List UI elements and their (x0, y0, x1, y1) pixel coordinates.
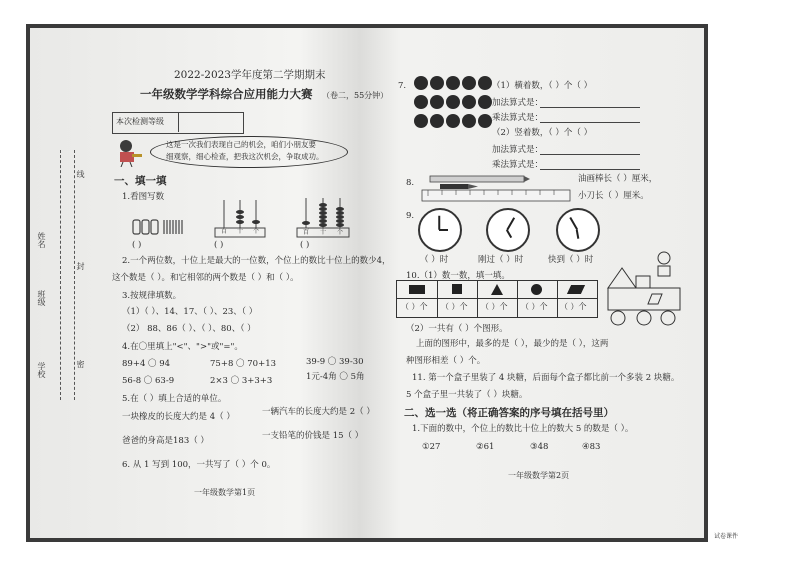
q5-row1-b: 一辆汽车的长度大约是 2（ ） (262, 407, 375, 417)
q3-text: 3.按规律填数。 (122, 291, 182, 301)
apple-icon (430, 114, 444, 128)
q9-label-3: 快到（ ）时 (548, 255, 594, 265)
apple-icon (478, 76, 492, 90)
q7-addition-1: 加法算式是： (492, 98, 544, 108)
apple-icon (446, 76, 460, 90)
q2-line-2: 这个数是（ ）。和它相邻的两个数是（ ）和（ ）。 (112, 273, 299, 283)
section2-q1-option-3[interactable]: ③48 (530, 442, 549, 452)
cartoon-girl-icon (114, 137, 144, 167)
apple-icon (414, 76, 428, 90)
exam-time-note: （卷二，55分钟） (322, 91, 389, 100)
clock-3-icon (556, 208, 600, 252)
shape-train-icon (606, 250, 684, 330)
section2-q1-option-4[interactable]: ④83 (582, 442, 601, 452)
q5-row2-b: 一支铅笔的价钱是 15（ ） (262, 431, 364, 441)
left-page-footer: 一年级数学第1页 (194, 488, 256, 497)
apple-grid (414, 76, 494, 134)
exam-year-title: 2022-2023学年度第二学期期末 (174, 69, 326, 81)
q7-part-1: （1）横着数，（ ）个（ ） (492, 81, 593, 91)
q2-line-1: 2.一个两位数，十位上是最大的一位数，个位上的数比十位上的数少4， (122, 256, 391, 266)
grade-box-label: 本次检测等级 (116, 117, 164, 126)
exam-main-title: 一年级数学学科综合应用能力大赛 (140, 87, 313, 101)
ruler-crayon-knife-icon (420, 174, 572, 204)
q10-count-5[interactable]: （ ）个 (560, 302, 587, 311)
q11-line-2: 5 个盒子里一共装了（ ）块糖。 (406, 390, 528, 400)
dense-line-label: 密 (76, 360, 85, 368)
section2-q1: 1.下面的数中，个位上的数比十位上的数大 5 的数是（ ）。 (412, 424, 634, 434)
section2-q1-option-2[interactable]: ②61 (476, 442, 495, 452)
counting-sticks-icon (132, 218, 188, 236)
apple-icon (414, 114, 428, 128)
name-label: 姓名 (37, 232, 46, 248)
apple-icon (446, 95, 460, 109)
q7-part-2: （2）竖着数，（ ）个（ ） (492, 128, 593, 138)
apple-icon (478, 95, 492, 109)
q5-row1-a: 一块橡皮的长度大约是 4（ ） (122, 412, 235, 422)
binding-line-1 (60, 150, 61, 400)
q8-knife-length: 小刀长（ ）厘米。 (578, 191, 649, 201)
q9-label-1: （ ）时 (420, 255, 449, 265)
q1-text: 1.看图写数 (122, 192, 165, 202)
q4-row2-b: 2×3 〇 3+3+3 (210, 376, 273, 386)
clock-2-icon (486, 208, 530, 252)
section2-title: 二、选一选（将正确答案的序号填在括号里） (404, 407, 614, 419)
section2-q1-option-1[interactable]: ①27 (422, 442, 441, 452)
grade-box-divider (178, 112, 179, 132)
q3-part-2: （2） 88、86（ ）、（ ）、80、（ ） (122, 324, 256, 334)
q1-answer-1[interactable]: ( ) (132, 240, 142, 250)
rectangle-icon (409, 285, 425, 294)
q6-text: 6. 从 1 写到 100，一共写了（ ）个 0。 (122, 460, 276, 470)
shape-count-table (396, 280, 598, 318)
seal-line-label: 封 (76, 262, 85, 270)
right-page-footer: 一年级数学第2页 (508, 471, 570, 480)
parallelogram-icon (567, 285, 585, 294)
clock-1-icon (418, 208, 462, 252)
school-label: 学校 (37, 362, 46, 378)
q7-multiplication-2: 乘法算式是： (492, 160, 544, 170)
abacus-2-hundreds: 百 (303, 229, 310, 236)
watermark-text: 试卷课件 (713, 533, 738, 540)
q1-answer-3[interactable]: ( ) (300, 240, 310, 250)
abacus-1-hundreds: 百 (221, 228, 228, 235)
q5-text: 5.在（ ）填上合适的单位。 (122, 394, 227, 404)
abacus-1-tens: 十 (237, 228, 244, 235)
q9-label-2: 刚过（ ）时 (478, 255, 524, 265)
q4-row2-c: 1元-4角 〇 5角 (306, 372, 365, 382)
q10-part-2: （2）一共有（ ）个图形。 (406, 324, 508, 334)
section1-title: 一、填一填 (114, 175, 167, 187)
q4-row1-b: 75+8 〇 70+13 (210, 359, 277, 369)
q7-addition-2-line[interactable] (540, 154, 640, 155)
q7-addition-2: 加法算式是： (492, 145, 544, 155)
q7-addition-1-line[interactable] (540, 107, 640, 108)
q8-number: 8. (406, 178, 415, 188)
apple-icon (478, 114, 492, 128)
q9-number: 9. (406, 211, 415, 221)
cut-line-label: 线 (76, 170, 85, 178)
q3-part-1: （1）（ ）、14、17、（ ）、23、（ ） (122, 307, 258, 317)
apple-icon (462, 95, 476, 109)
q7-multiplication-1: 乘法算式是： (492, 113, 544, 123)
class-label: 班级 (37, 290, 46, 306)
q10-count-1[interactable]: （ ）个 (401, 302, 428, 311)
q7-multiplication-1-line[interactable] (540, 122, 640, 123)
q4-row2-a: 56-8 〇 63-9 (122, 376, 175, 386)
apple-icon (430, 95, 444, 109)
q1-answer-2[interactable]: ( ) (214, 240, 224, 250)
abacus-2-tens: 十 (320, 229, 327, 236)
square-icon (452, 284, 462, 294)
q10-part-3-line-1: 上面的图形中，最多的是（ ），最少的是（ ），这两 (416, 339, 609, 349)
q4-text: 4.在〇里填上"<"、">"或"="。 (122, 342, 243, 352)
apple-icon (446, 114, 460, 128)
abacus-2-ones: 个 (337, 229, 344, 236)
apple-icon (414, 95, 428, 109)
triangle-icon (491, 284, 503, 295)
q5-row2-a: 爸爸的身高是183（ ） (122, 436, 209, 446)
circle-icon (531, 284, 542, 295)
bubble-text-line-1: 这是一次我们表现自己的机会，咱们小朋友要 (166, 140, 316, 149)
q10-count-3[interactable]: （ ）个 (481, 302, 508, 311)
q10-part-3-line-2: 种图形相差（ ）个。 (406, 356, 486, 366)
apple-icon (462, 114, 476, 128)
q10-count-4[interactable]: （ ）个 (521, 302, 548, 311)
q11-line-1: 11. 第一个盒子里装了 4 块糖，后面每个盒子都比前一个多装 2 块糖。 (412, 373, 680, 383)
q10-part-1: 10.（1）数一数，填一填。 (406, 271, 510, 281)
q7-multiplication-2-line[interactable] (540, 169, 640, 170)
q10-count-2[interactable]: （ ）个 (441, 302, 468, 311)
q8-crayon-length: 油画棒长（ ）厘米， (578, 174, 658, 184)
q4-row1-a: 89+4 〇 94 (122, 359, 171, 369)
q7-number: 7. (398, 81, 407, 91)
abacus-1-ones: 个 (253, 228, 260, 235)
apple-icon (430, 76, 444, 90)
apple-icon (462, 76, 476, 90)
bubble-text-line-2: 细观察，细心检查，把我这次机会，争取成功。 (166, 152, 324, 161)
q4-row1-c: 39-9 〇 39-30 (306, 357, 364, 367)
